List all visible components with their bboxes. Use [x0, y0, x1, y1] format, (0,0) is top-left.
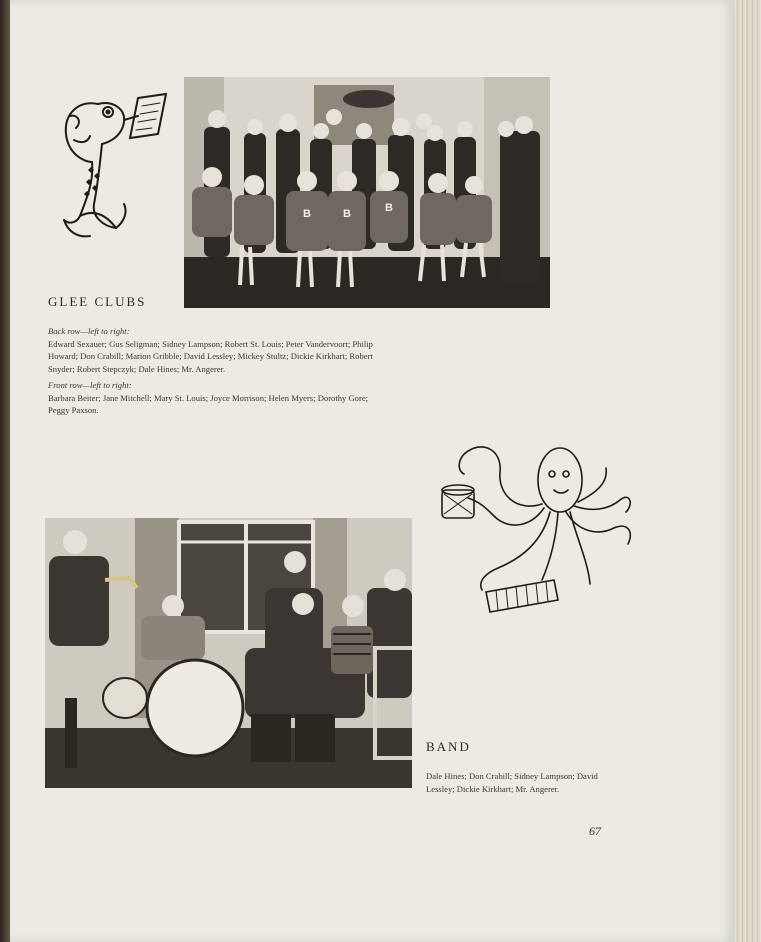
- band-photo: [45, 518, 412, 788]
- front-row-label: Front row—left to right:: [48, 380, 132, 390]
- sweater-letter: B: [343, 208, 351, 220]
- band-heading: BAND: [426, 739, 471, 754]
- back-row-label: Back row—left to right:: [48, 326, 130, 336]
- sweater-letter: B: [385, 202, 393, 214]
- page-number: 67: [589, 824, 601, 838]
- page-edges: [734, 0, 761, 942]
- band-names: Dale Hines; Don Crabill; Sidney Lampson; David Lessley; Dickie Kirkhart; Mr. Angerer.: [426, 771, 598, 794]
- fish-with-songbook-icon: [58, 92, 170, 242]
- glee-clubs-caption: [48, 325, 388, 421]
- glee-clubs-heading: GLEE CLUBS: [48, 294, 147, 309]
- band-caption: [426, 770, 602, 799]
- back-row-names: Edward Sexauer; Gus Seligman; Sidney Lampson; Robert St. Louis; Peter Vandervoort; Philip Howard; Don Crabill; Marion Gribble; David Lessley; Mickey Stultz; Dickie Kirkhart; Robert Snyder; Robert Stepczyk; Dale Hines; Mr. Angerer.: [48, 338, 373, 374]
- front-row-names: Barbara Beiter; Jane Mitchell; Mary St. Louis; Joyce Morrison; Helen Myers; Dorothy Gore; Peggy Paxson.: [48, 392, 369, 415]
- glee-club-photo: [184, 77, 550, 308]
- octopus-with-drum-and-xylophone-icon: [438, 432, 638, 624]
- sweater-letter: B: [303, 208, 311, 220]
